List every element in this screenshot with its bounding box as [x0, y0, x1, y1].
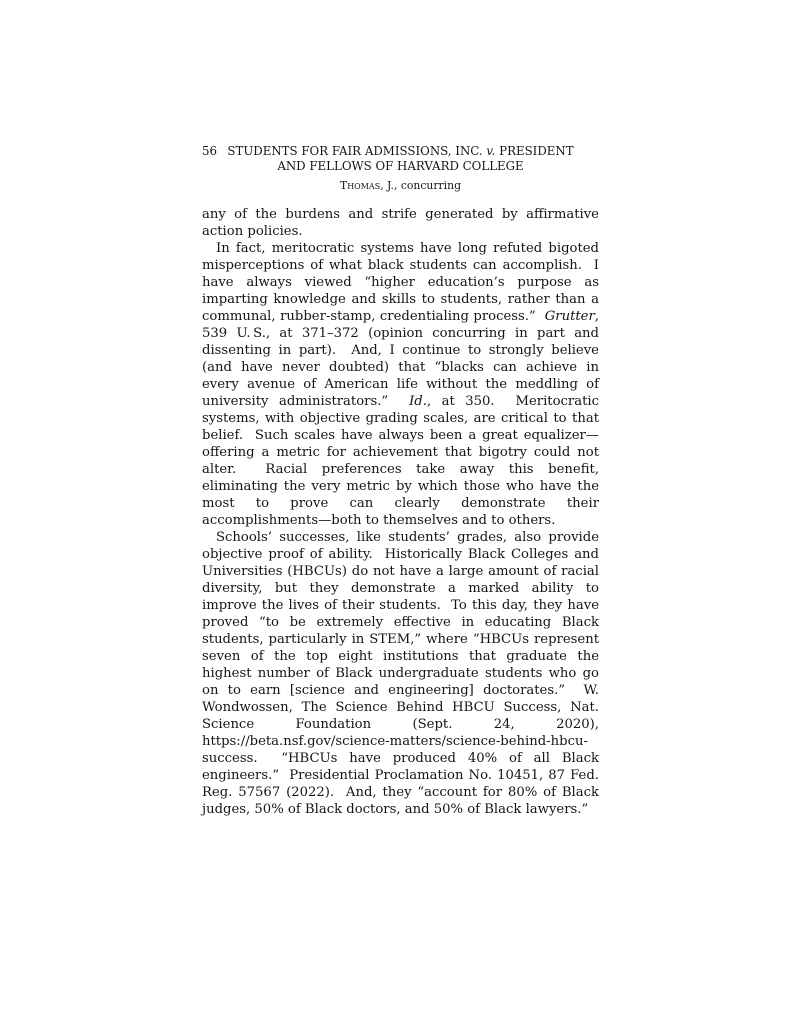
opinion-body [202, 206, 599, 818]
opinion-attribution: Thomas, J., concurring [340, 179, 461, 192]
case-caption-line1 [202, 144, 599, 159]
text-column [202, 144, 599, 818]
body-paragraph: any of the burdens and strife generated by affirmative action policies. [202, 207, 599, 239]
body-paragraph: In fact, meritocratic systems have long refuted bigoted misperceptions of what black students can accomplish. I have always viewed “higher education’s purpose as imparting knowledge and skills to students, rather than a communal, rubber-stamp, credentialing process.” Grutter, 539 U. S., at 371–372 (opinion concurring in part and dissenting in part). And, I continue to strongly believe (and have never doubted) that “blacks can achieve in every avenue of American life without the meddling of university administrators.” Id., at 350. Meritocratic systems, with objective grading scales, are critical to that belief. Such scales have always been a great equalizer—offering a metric for achievement that bigotry could not alter. Racial preferences take away this benefit, eliminating the very metric by which those who have the most to prove can clearly demonstrate their accomplishments—both to themselves and to others. [202, 241, 599, 528]
page-number: 56 [202, 144, 218, 158]
body-paragraph: Schools’ successes, like students’ grades, also provide objective proof of ability. Historically Black Colleges and Universities (HBCUs) do not have a large amount of racial diversity, but they demonstrate a marked ability to improve the lives of their students. To this day, they have proved “to be extremely effective in educating Black students, particularly in STEM,” where “HBCUs represent seven of the top eight institutions that graduate the highest number of Black undergraduate students who go on to earn [science and engineering] doctorates.” W. Wondwossen, The Science Behind HBCU Success, Nat. Science Foundation (Sept. 24, 2020), https://beta.nsf.gov/science-matters/science-behind-hbcu-success. “HBCUs have produced 40% of all Black engineers.” Presidential Proclamation No. 10451, 87 Fed. Reg. 57567 (2022). And, they “account for 80% of Black judges, 50% of Black doctors, and 50% of Black lawyers.” [202, 530, 599, 817]
case-caption-line1-text: STUDENTS FOR FAIR ADMISSIONS, INC. v. PRESIDENT [227, 144, 574, 158]
case-caption-line2: AND FELLOWS OF HARVARD COLLEGE [277, 159, 524, 173]
page-header [202, 144, 599, 193]
